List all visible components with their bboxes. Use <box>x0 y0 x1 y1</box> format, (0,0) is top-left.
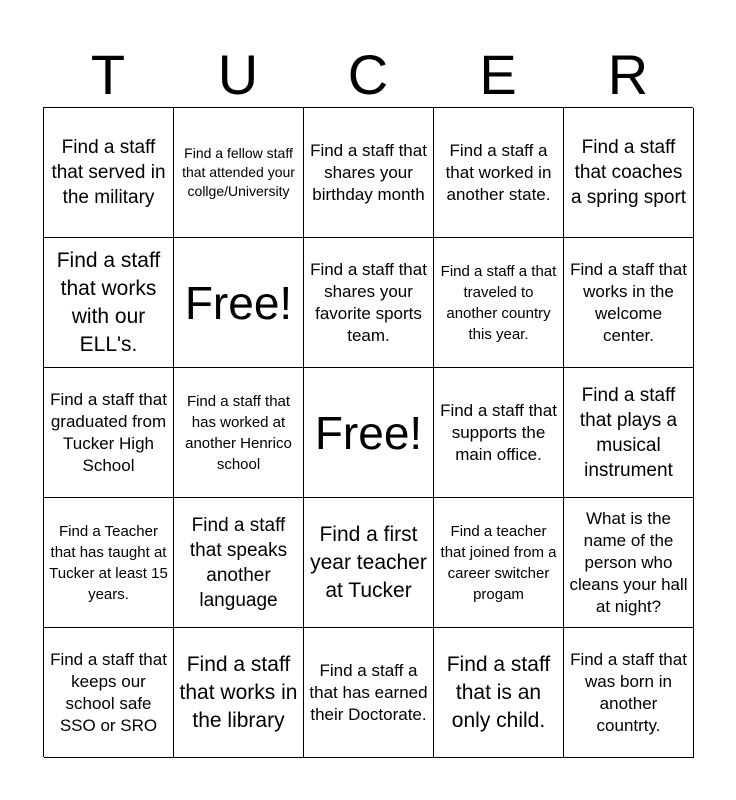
bingo-cell[interactable] <box>434 238 564 368</box>
cell-text: Find a staff that graduated from Tucker High School <box>50 389 167 475</box>
bingo-cell[interactable] <box>44 498 174 628</box>
cell-text: Find a first year teacher at Tucker <box>310 522 427 602</box>
free-cell[interactable] <box>304 368 434 498</box>
cell-text: Find a staff that supports the main office. <box>440 400 557 464</box>
cell-text: What is the name of the person who cleans your hall at night? <box>569 508 688 616</box>
cell-text: Find a staff that speaks another language <box>189 514 288 611</box>
bingo-cell[interactable] <box>174 628 304 758</box>
bingo-cell[interactable] <box>304 108 434 238</box>
cell-text: Find a staff that shares your favorite sports team. <box>310 259 427 345</box>
bingo-cell[interactable] <box>44 238 174 368</box>
cell-text: Find a staff that was born in another countrty. <box>570 649 687 735</box>
header-letter-2: U <box>217 43 259 106</box>
bingo-cell[interactable] <box>44 628 174 758</box>
header-letter-3: C <box>347 43 389 106</box>
cell-text: Find a staff that is an only child. <box>446 652 551 732</box>
bingo-cell[interactable] <box>434 368 564 498</box>
bingo-cell[interactable] <box>174 108 304 238</box>
bingo-board <box>43 107 693 757</box>
cell-text: Find a staff that served in the military <box>51 137 166 208</box>
cell-text: Find a staff a that has earned their Doctorate. <box>309 660 428 724</box>
cell-text: Find a staff that works in the library <box>179 652 298 732</box>
bingo-cell[interactable] <box>564 368 694 498</box>
cell-text: Find a staff that shares your birthday month <box>310 140 427 204</box>
bingo-header <box>43 45 693 105</box>
cell-text: Find a Teacher that has taught at Tucker at least 15 years. <box>49 522 168 603</box>
cell-text: Find a staff that works in the welcome center. <box>570 259 687 345</box>
bingo-cell[interactable] <box>434 628 564 758</box>
bingo-cell[interactable] <box>44 108 174 238</box>
bingo-cell[interactable] <box>44 368 174 498</box>
bingo-cell[interactable] <box>304 628 434 758</box>
cell-text: Find a staff a that traveled to another country this year. <box>440 262 557 343</box>
cell-text: Find a staff a that worked in another state. <box>445 140 552 204</box>
bingo-cell[interactable] <box>304 238 434 368</box>
cell-text: Free! <box>184 276 293 329</box>
header-letter-4: E <box>479 43 517 106</box>
cell-text: Find a staff that keeps our school safe SSO or SRO <box>50 649 167 735</box>
cell-text: Find a staff that coaches a spring sport <box>570 137 687 208</box>
cell-text: Free! <box>314 406 423 459</box>
header-letter-1: T <box>90 43 126 106</box>
cell-text: Find a fellow staff that attended your collge/University <box>182 145 295 199</box>
bingo-cell[interactable] <box>564 238 694 368</box>
bingo-cell[interactable] <box>564 498 694 628</box>
free-cell[interactable] <box>174 238 304 368</box>
bingo-cell[interactable] <box>304 498 434 628</box>
cell-text: Find a staff that works with our ELL's. <box>56 248 161 356</box>
bingo-cell[interactable] <box>174 498 304 628</box>
bingo-cell[interactable] <box>564 108 694 238</box>
cell-text: Find a staff that plays a musical instrument <box>579 384 678 481</box>
bingo-cell[interactable] <box>434 498 564 628</box>
header-letter-5: R <box>607 43 649 106</box>
cell-text: Find a staff that has worked at another Henrico school <box>185 392 292 473</box>
bingo-cell[interactable] <box>174 368 304 498</box>
bingo-cell[interactable] <box>564 628 694 758</box>
cell-text: Find a teacher that joined from a career switcher progam <box>440 522 557 603</box>
bingo-cell[interactable] <box>434 108 564 238</box>
